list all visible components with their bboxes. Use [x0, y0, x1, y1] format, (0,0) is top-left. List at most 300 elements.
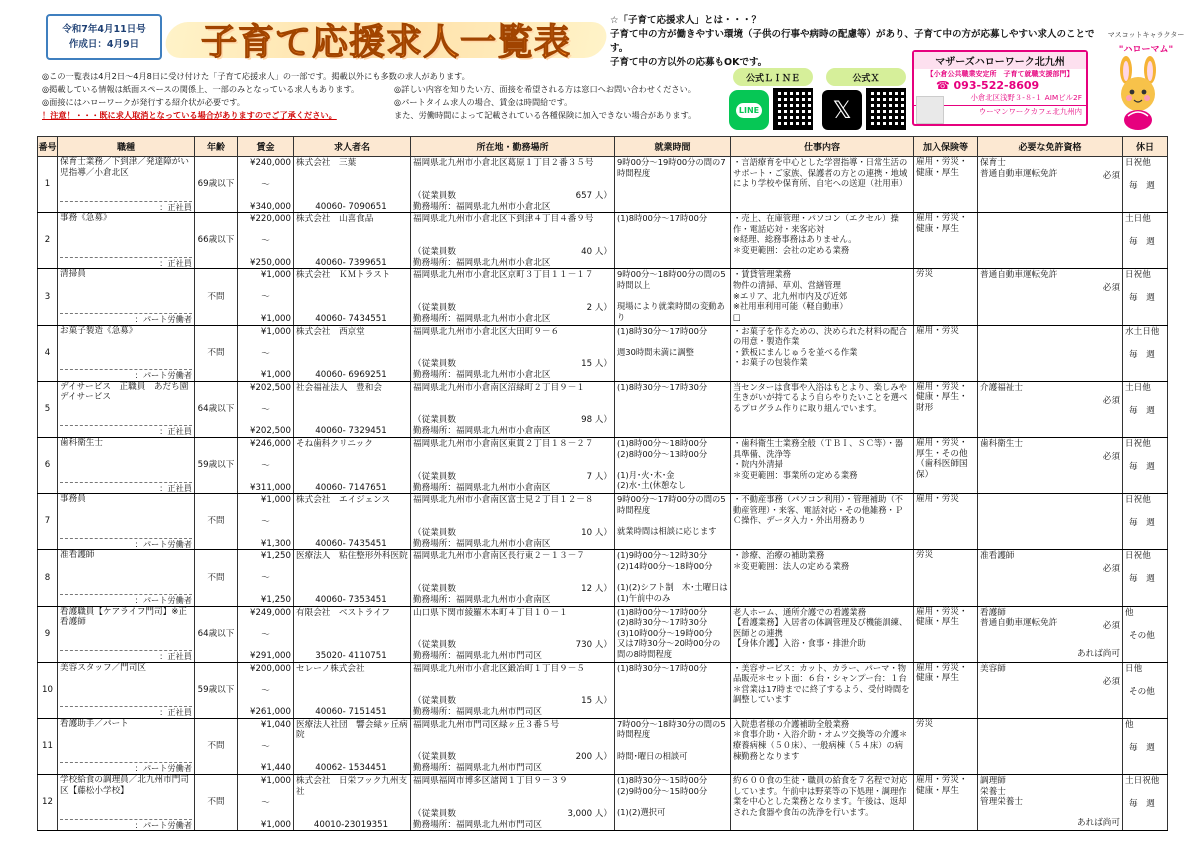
staff-count-line	[413, 528, 612, 539]
workplace: 福岡県北九州市門司区	[455, 819, 542, 830]
address-cell	[411, 325, 615, 381]
job-title-cell	[58, 213, 195, 269]
workplace: 福岡県北九州市小倉南区	[455, 426, 551, 437]
staff-unit: 人）	[594, 359, 612, 370]
workplace-line	[413, 483, 612, 494]
staff-count: 15	[581, 696, 593, 707]
wage-high: ¥1,300	[260, 538, 291, 549]
job-description: ・賃貸管理業務 物件の清掃、草刈、営繕管理 ※エリア、北九州市内及び近郊 ※社用車利用可能（軽自動車） □	[731, 269, 914, 325]
table-row[interactable]	[38, 662, 1168, 718]
work-hours: 9時00分～18時00分の間の5時間以上 現場により就業時間の変動あり	[615, 269, 731, 325]
job-description: ・不動産事務（パソコン利用）・管理補助（不動産管理）・来客、電話対応・その他雑務・ＰＣ操作、データ入力・外出用務あり	[731, 494, 914, 550]
insurance: 労災	[914, 550, 978, 606]
job-title-cell	[58, 269, 195, 325]
holiday-cell	[1123, 381, 1168, 437]
employer-name: 株式会社 西京堂	[296, 326, 365, 337]
employment-type: ：正社員	[60, 202, 192, 213]
staff-count-wrap	[581, 584, 612, 595]
workplace-label: 勤務場所：	[413, 538, 456, 549]
work-hours: (1)8時00分～18時00分 (2)8時00分～13時00分 (1)月･火･木･金 (2)水･土(休憩なし	[615, 437, 731, 493]
job-title-cell	[58, 550, 195, 606]
wage-high: ¥340,000	[249, 201, 291, 212]
staff-unit: 人）	[594, 752, 612, 763]
employer-address: 福岡県北九州市小倉北区下到津４丁目４番９号	[413, 214, 594, 225]
workplace-label: 勤務場所：	[413, 707, 456, 718]
job-number-code: 40010-23019351	[313, 819, 389, 830]
note-2: ◎掲載している情報は紙面スペースの関係上、一部のみとなっている求人もあります。	[42, 84, 360, 94]
holiday-cell	[1123, 437, 1168, 493]
holiday-cell	[1123, 494, 1168, 550]
work-hours: 9時00分～19時00分の間の7時間程度	[615, 157, 731, 213]
employment-type: ：パート労働者	[60, 595, 192, 606]
staff-count-wrap	[567, 809, 612, 820]
workplace-line	[413, 595, 612, 606]
wage-tilde: ～	[261, 292, 270, 303]
employer-cell	[294, 325, 411, 381]
work-hours: (1)8時30分～17時30分	[615, 381, 731, 437]
holiday-days: 他	[1125, 607, 1134, 618]
note-r4: また、労働時間によって記載されている各種保険に加入できない場合があります。	[394, 110, 697, 120]
staff-count: 7	[586, 471, 593, 482]
holiday-frequency: 毎 週	[1129, 181, 1155, 191]
employer-name: 株式会社 日栄フック九州支社	[296, 776, 408, 797]
workplace: 福岡県北九州市小倉北区	[455, 201, 551, 212]
holiday-frequency: 毎 週	[1129, 461, 1155, 472]
job-number-code: 40060- 6969251	[315, 370, 387, 381]
insurance: 雇用・労災・健康・厚生・財形	[914, 381, 978, 437]
workplace: 福岡県北九州市小倉南区	[455, 482, 551, 493]
staff-count-wrap	[581, 359, 612, 370]
job-age: 不問	[195, 494, 238, 550]
issue-date-box	[46, 14, 162, 60]
job-number: 1	[38, 157, 58, 213]
wage-high: ¥261,000	[249, 707, 291, 718]
insurance: 労災	[914, 269, 978, 325]
employment-type: ：正社員	[60, 258, 192, 269]
license-cell	[978, 494, 1123, 550]
staff-count-line	[413, 584, 612, 595]
col-employer: 求人者名	[294, 137, 411, 157]
holiday-cell	[1123, 662, 1168, 718]
workplace-label: 勤務場所：	[413, 426, 456, 437]
notes-block	[42, 70, 732, 122]
line-qr-code[interactable]	[773, 88, 813, 130]
created-date: 作成日：4月9日	[68, 39, 140, 50]
employment-type: ：パート労働者	[60, 314, 192, 325]
table-row[interactable]	[38, 381, 1168, 437]
job-wage-cell	[238, 325, 294, 381]
employer-address: 福岡県北九州市門司区緑ヶ丘３番５号	[413, 719, 560, 730]
job-wage-cell	[238, 437, 294, 493]
job-number: 8	[38, 550, 58, 606]
holiday-frequency: 毎 週	[1129, 293, 1155, 304]
table-row[interactable]	[38, 494, 1168, 550]
employer-address: 福岡県北九州市小倉北区鍛冶町１丁目９－５	[413, 663, 585, 674]
col-hours: 就業時間	[615, 137, 731, 157]
holiday-frequency: 毎 週	[1129, 405, 1155, 416]
license-cell	[978, 213, 1123, 269]
wage-tilde: ～	[261, 798, 270, 809]
workplace: 福岡県北九州市小倉北区	[455, 370, 551, 381]
required-license: 調理師 栄養士 管理栄養士	[980, 776, 1023, 808]
holiday-days: 日祝他	[1125, 495, 1151, 506]
wage-low: ¥1,000	[260, 270, 291, 281]
job-number-code: 40062- 1534451	[315, 763, 387, 774]
license-cell	[978, 381, 1123, 437]
office-name: マザーズハローワーク北九州	[914, 52, 1086, 69]
wage-tilde: ～	[261, 348, 270, 359]
job-number: 5	[38, 381, 58, 437]
license-cell	[978, 325, 1123, 381]
table-row[interactable]	[38, 550, 1168, 606]
page-title: 子育て応援求人一覧表	[200, 21, 571, 63]
holiday-days: 土日他	[1125, 214, 1151, 225]
insurance: 雇用・労災・健康・厚生	[914, 213, 978, 269]
job-number: 9	[38, 606, 58, 662]
job-number-code: 40060- 7147651	[315, 482, 387, 493]
table-row[interactable]	[38, 325, 1168, 381]
employment-type: ：正社員	[60, 651, 192, 662]
job-description: ・歯科衛生士業務全般（ＴＢＩ、ＳＣ等）・器具準備、洗浄等 ・院内外清掃 ＊変更範囲：事業所の定める業務	[731, 437, 914, 493]
holiday-cell	[1123, 157, 1168, 213]
x-icon[interactable]: 𝕏	[822, 90, 862, 130]
workplace-line	[413, 314, 612, 325]
wage-low: ¥1,040	[260, 719, 291, 730]
holiday-days: 日祝他	[1125, 158, 1151, 168]
staff-count-line	[413, 809, 612, 820]
staff-count-line	[413, 415, 612, 426]
job-title-cell	[58, 157, 195, 213]
job-wage-cell	[238, 213, 294, 269]
work-hours: (1)8時30分～17時00分	[615, 662, 731, 718]
license-cell	[978, 662, 1123, 718]
employer-cell	[294, 662, 411, 718]
table-row[interactable]	[38, 213, 1168, 269]
holiday-frequency: 毎 週	[1129, 742, 1155, 753]
staff-label: （従業員数	[413, 583, 456, 594]
holiday-cell	[1123, 718, 1168, 774]
staff-count-wrap	[581, 247, 612, 258]
workplace-line	[413, 707, 612, 718]
job-age: 不問	[195, 325, 238, 381]
workplace-line	[413, 763, 612, 774]
mascot-caption: マスコットキャラクター	[1107, 31, 1185, 39]
job-title: デイサービス 正職員 あだち園デイサービス	[60, 381, 189, 403]
job-title-cell	[58, 325, 195, 381]
employer-name: 医療法人社団 響会緑ヶ丘病院	[296, 719, 408, 741]
staff-label: （従業員数	[413, 190, 456, 201]
staff-count-line	[413, 191, 612, 202]
wage-high: ¥1,250	[260, 594, 291, 605]
employer-address: 福岡県北九州市小倉北区葛原１丁目２番３５号	[413, 158, 594, 168]
job-title: 歯科衛生士	[60, 437, 103, 448]
job-number: 6	[38, 437, 58, 493]
issue-date: 令和7年4月11日号	[62, 24, 146, 35]
job-description: 老人ホーム、通所介護での看護業務 【看護業務】入居者の体調管理及び機能訓練、医師との連携 【身体介護】入浴・食事・排泄介助	[731, 606, 914, 662]
address-cell	[411, 269, 615, 325]
employer-name: 株式会社 三葉	[296, 158, 357, 168]
staff-count-line	[413, 696, 612, 707]
staff-label: （従業員数	[413, 359, 456, 370]
job-age: 不問	[195, 550, 238, 606]
employer-address: 福岡県北九州市小倉北区京町３丁目１１－１７	[413, 270, 594, 281]
col-no: 番号	[38, 137, 58, 157]
job-number: 12	[38, 775, 58, 831]
col-insurance: 加入保険等	[914, 137, 978, 157]
job-number-code: 40060- 7329451	[315, 426, 387, 437]
address-cell	[411, 606, 615, 662]
holiday-days: 土日祝他	[1125, 776, 1160, 787]
table-row[interactable]	[38, 157, 1168, 213]
insurance: 労災	[914, 718, 978, 774]
job-number: 2	[38, 213, 58, 269]
staff-label: （従業員数	[413, 640, 456, 651]
table-row[interactable]	[38, 437, 1168, 493]
job-title: 学校給食の調理員／北九州市門司区【藤松小学校】	[60, 775, 189, 796]
address-cell	[411, 718, 615, 774]
address-cell	[411, 381, 615, 437]
staff-count-wrap	[587, 472, 612, 483]
staff-count-line	[413, 752, 612, 763]
license-required-flag: 必須	[1102, 620, 1120, 631]
employer-address: 山口県下関市綾羅木本町４丁目１０－１	[413, 607, 568, 618]
staff-unit: 人）	[594, 808, 612, 819]
workplace-label: 勤務場所：	[413, 819, 456, 830]
employer-cell	[294, 494, 411, 550]
x-qr-code[interactable]	[866, 88, 906, 130]
employment-type: ：パート労働者	[60, 539, 192, 550]
line-icon[interactable]	[729, 90, 769, 130]
definition-text-2: 子育て中の方以外の応募もOKです。	[610, 57, 768, 68]
wage-tilde: ～	[261, 404, 270, 415]
holiday-days: 日他	[1125, 663, 1143, 674]
office-cafe: ウーマンワークカフェ北九州内	[914, 105, 1086, 117]
wage-high: ¥202,500	[249, 426, 291, 437]
workplace: 福岡県北九州市門司区	[455, 707, 542, 718]
col-holiday: 休日	[1123, 137, 1168, 157]
holiday-days: 土日他	[1125, 382, 1151, 393]
table-header-row	[38, 137, 1168, 157]
definition-text-1: 子育て中の方が働きやすい環境（子供の行事や病時の配慮等）があり、子育て中の方が応募しやすい求人のことです。	[610, 29, 1095, 54]
job-title: 事務《急募》	[60, 213, 112, 224]
license-preferred-flag: あれば尚可	[1077, 817, 1120, 828]
staff-count-wrap	[576, 752, 612, 763]
job-title: 看護職員【ケアライフ門司】※正看護師	[60, 606, 187, 628]
job-number: 10	[38, 662, 58, 718]
job-title: 准看護師	[60, 550, 95, 561]
work-hours: (1)8時00分～17時00分	[615, 213, 731, 269]
license-required-flag: 必須	[1102, 564, 1120, 575]
wage-tilde: ～	[261, 517, 270, 528]
employer-name: 株式会社 ＫＭトラスト	[296, 270, 391, 281]
employer-name: 医療法人 粘住整形外科医院	[296, 551, 408, 562]
staff-unit: 人）	[594, 471, 612, 482]
license-preferred-flag: あれば尚可	[1077, 649, 1120, 660]
note-r2: ◎詳しい内容を知りたい方、面接を希望される方は窓口へお問い合わせください。	[394, 84, 696, 94]
col-title: 職種	[58, 137, 195, 157]
required-license: 美容師	[980, 663, 1006, 674]
job-title: 美容スタッフ／門司区	[60, 662, 146, 673]
employer-address: 福岡県北九州市小倉北区大田町９－６	[413, 326, 560, 337]
note-1: ◎この一覧表は4月2日～4月8日に受け付けた「子育て応援求人」の一部です。掲載以外にも多数の求人があります。	[42, 71, 470, 81]
holiday-frequency: 毎 週	[1129, 237, 1155, 248]
staff-unit: 人）	[594, 640, 612, 651]
job-title-cell	[58, 718, 195, 774]
job-description: 当センターは食事や入浴はもとより、楽しみや生きがいが持てるよう自らやりたいことを選べるプログラム作りに取り組んでいます。	[731, 381, 914, 437]
staff-label: （従業員数	[413, 302, 456, 313]
address-cell	[411, 157, 615, 213]
license-cell	[978, 606, 1123, 662]
job-number-code: 40060- 7434551	[315, 313, 387, 324]
wage-high: ¥1,000	[260, 819, 291, 830]
employer-name: 社会福祉法人 豊和会	[296, 382, 382, 393]
staff-label: （従業員数	[413, 696, 456, 707]
wage-low: ¥249,000	[249, 607, 291, 618]
staff-count-wrap	[587, 303, 612, 314]
license-required-flag: 必須	[1102, 283, 1120, 294]
staff-unit: 人）	[594, 415, 612, 426]
table-row[interactable]	[38, 775, 1168, 831]
insurance: 雇用・労災・健康・厚生	[914, 157, 978, 213]
workplace-line	[413, 202, 612, 213]
license-cell	[978, 269, 1123, 325]
workplace-label: 勤務場所：	[413, 651, 456, 662]
staff-count-wrap	[581, 696, 612, 707]
workplace-label: 勤務場所：	[413, 370, 456, 381]
insurance: 雇用・労災	[914, 494, 978, 550]
workplace-line	[413, 426, 612, 437]
job-title: 看護助手／パート	[60, 718, 129, 729]
line-icon-text: LINE	[736, 103, 762, 118]
line-label: 公式ＬＩＮＥ	[733, 68, 813, 86]
work-hours: (1)8時00分～17時00分 (2)8時30分～17時30分 (3)10時00分～19時00分 又は7時30分～20時00分の間の8時間程度	[615, 606, 731, 662]
mascot-rabbit-icon	[1106, 56, 1170, 130]
employment-type: ：正社員	[60, 483, 192, 494]
workplace: 福岡県北九州市小倉北区	[455, 257, 551, 268]
job-wage-cell	[238, 606, 294, 662]
holiday-days: 日祝他	[1125, 551, 1151, 562]
staff-count-line	[413, 359, 612, 370]
job-number-code: 40060- 7353451	[315, 594, 387, 605]
workplace: 福岡県北九州市小倉北区	[455, 313, 551, 324]
employer-cell	[294, 437, 411, 493]
staff-count: 730	[575, 640, 593, 651]
license-cell	[978, 437, 1123, 493]
holiday-days: 他	[1125, 719, 1134, 730]
staff-count-wrap	[581, 528, 612, 539]
wage-high: ¥1,000	[260, 370, 291, 381]
employer-name: セレーノ株式会社	[296, 663, 365, 674]
office-phone[interactable]: ☎ 093-522-8609	[936, 79, 1040, 92]
employment-type: ：パート労働者	[60, 820, 192, 831]
job-age: 59歳以下	[195, 437, 238, 493]
staff-count: 40	[581, 246, 593, 257]
workplace-label: 勤務場所：	[413, 201, 456, 212]
workplace-line	[413, 370, 612, 381]
office-address: 小倉北区浅野３-８-１ AIMビル2F	[970, 93, 1082, 102]
x-label: 公式Ｘ	[826, 68, 906, 86]
mascot-name: "ハローマム"	[1118, 45, 1174, 55]
employer-cell	[294, 550, 411, 606]
employer-cell	[294, 213, 411, 269]
job-wage-cell	[238, 662, 294, 718]
definition-question: ☆「子育て応援求人」とは・・・？	[610, 15, 762, 26]
workplace-line	[413, 539, 612, 550]
employer-cell	[294, 381, 411, 437]
table-row[interactable]	[38, 718, 1168, 774]
address-cell	[411, 213, 615, 269]
license-cell	[978, 718, 1123, 774]
col-desc: 仕事内容	[731, 137, 914, 157]
insurance: 雇用・労災・健康・厚生	[914, 662, 978, 718]
staff-label: （従業員数	[413, 415, 456, 426]
job-age: 59歳以下	[195, 662, 238, 718]
employer-cell	[294, 606, 411, 662]
col-wage: 賃金	[238, 137, 294, 157]
staff-count-wrap	[576, 191, 612, 202]
employer-name: 株式会社 エイジェンス	[296, 495, 391, 506]
employer-address: 福岡県北九州市小倉南区長行東２－１３－７	[413, 551, 585, 562]
employment-type: ：正社員	[60, 426, 192, 437]
wage-tilde: ～	[261, 460, 270, 471]
holiday-days: 水土日他	[1125, 326, 1160, 337]
job-description: ・売上、在庫管理・パソコン（エクセル）操作・電話応対・来客応対 ※経理、総務事務はありません。 ＊変更範囲：会社の定める業務	[731, 213, 914, 269]
wage-low: ¥246,000	[249, 438, 291, 449]
staff-label: （従業員数	[413, 471, 456, 482]
holiday-cell	[1123, 325, 1168, 381]
wage-low: ¥202,500	[249, 382, 291, 393]
employer-cell	[294, 718, 411, 774]
staff-unit: 人）	[594, 527, 612, 538]
job-number-code: 40060- 7399651	[315, 257, 387, 268]
staff-count: 12	[581, 583, 593, 594]
required-license: 歯科衛生士	[980, 438, 1023, 449]
wage-low: ¥200,000	[249, 663, 291, 674]
job-wage-cell	[238, 550, 294, 606]
staff-count: 2	[586, 302, 593, 313]
holiday-days: 日祝他	[1125, 438, 1151, 449]
job-wage-cell	[238, 269, 294, 325]
table-row[interactable]	[38, 269, 1168, 325]
holiday-cell	[1123, 213, 1168, 269]
staff-count: 200	[575, 752, 593, 763]
wage-tilde: ～	[261, 629, 270, 640]
employer-cell	[294, 157, 411, 213]
work-hours: 9時00分～17時00分の間の5時間程度 就業時間は相談に応じます	[615, 494, 731, 550]
workplace-label: 勤務場所：	[413, 594, 456, 605]
address-cell	[411, 775, 615, 831]
table-row[interactable]	[38, 606, 1168, 662]
wage-high: ¥1,000	[260, 313, 291, 324]
job-age: 不問	[195, 775, 238, 831]
staff-unit: 人）	[594, 583, 612, 594]
workplace-label: 勤務場所：	[413, 313, 456, 324]
employer-address: 福岡県北九州市小倉南区富士見２丁目１２－８	[413, 495, 594, 506]
workplace-label: 勤務場所：	[413, 482, 456, 493]
job-title: 事務員	[60, 494, 86, 505]
job-age: 不問	[195, 269, 238, 325]
work-hours: 7時00分～18時30分の間の5時間程度 時間･曜日の相談可	[615, 718, 731, 774]
required-license: 保育士 普通自動車運転免許	[980, 158, 1058, 179]
job-number-code: 40060- 7151451	[315, 707, 387, 718]
col-age: 年齢	[195, 137, 238, 157]
wage-tilde: ～	[261, 685, 270, 696]
job-wage-cell	[238, 381, 294, 437]
job-age: 64歳以下	[195, 606, 238, 662]
required-license: 普通自動車運転免許	[980, 270, 1058, 281]
license-cell	[978, 550, 1123, 606]
address-cell	[411, 662, 615, 718]
